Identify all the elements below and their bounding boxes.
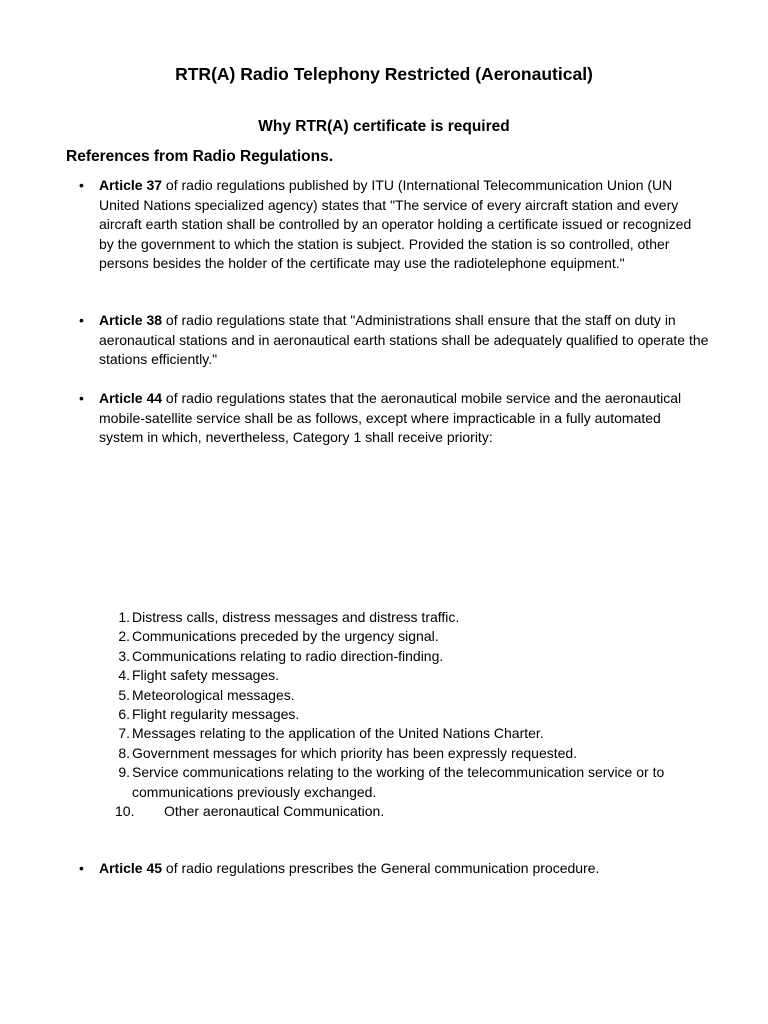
list-number: 9. — [118, 764, 130, 781]
list-item — [118, 608, 712, 627]
document-title: RTR(A) Radio Telephony Restricted (Aeronautical) — [175, 64, 593, 84]
list-number: 6. — [118, 706, 130, 723]
list-item — [118, 647, 712, 666]
priority-list — [115, 608, 712, 821]
article-45-item — [79, 859, 709, 879]
list-text: Communications relating to radio direction-finding. — [132, 647, 444, 664]
list-number: 4. — [118, 667, 130, 684]
list-item — [118, 763, 712, 802]
list-item — [115, 802, 712, 821]
article-label: Article 38 — [99, 312, 163, 328]
list-text: Flight safety messages. — [132, 667, 280, 684]
article-label: Article 37 — [99, 177, 163, 193]
list-text: Meteorological messages. — [132, 686, 295, 703]
article-38-item — [79, 311, 709, 370]
list-number: 1. — [118, 609, 130, 625]
article-44-item — [79, 389, 709, 448]
list-item — [118, 724, 712, 743]
list-number: 8. — [118, 744, 130, 761]
article-text: of radio regulations state that "Administrations shall ensure that the staff on duty in aeronautical stations and in aeronautical earth stations shall be adequately qualified to operate the stations efficiently." — [99, 312, 709, 367]
list-number: 2. — [118, 628, 130, 645]
list-item — [118, 666, 712, 685]
list-text: Flight regularity messages. — [132, 706, 300, 723]
list-number: 10. — [115, 803, 135, 820]
article-text: of radio regulations published by ITU (International Telecommunication Union (UN United Nations specialized agency) states that "The service of every aircraft station and every aircraft earth station shall be controlled by an operator holding a certificate issued or recognized by the government to which the station is subject. Provided the station is so controlled, other persons besides the holder of the certificate may use the radiotelephone equipment." — [99, 177, 692, 271]
list-text: Distress calls, distress messages and distress traffic. — [132, 609, 460, 625]
list-text: Communications preceded by the urgency signal. — [132, 628, 439, 645]
list-text: Messages relating to the application of the United Nations Charter. — [132, 725, 544, 742]
list-number: 7. — [118, 725, 130, 742]
list-item — [118, 627, 712, 646]
bullet-icon: • — [79, 177, 84, 193]
bullet-icon: • — [79, 390, 84, 406]
bullet-icon: • — [79, 312, 84, 328]
list-item — [118, 744, 712, 763]
article-text: of radio regulations states that the aeronautical mobile service and the aeronautical mobile-satellite service shall be as follows, except where impracticable in a fully automated system in which, nevertheless, Category 1 shall receive priority: — [99, 390, 682, 445]
list-text: Service communications relating to the working of the telecommunication service or to communications previously exchanged. — [132, 764, 665, 800]
bullet-icon: • — [79, 860, 84, 876]
section-heading: References from Radio Regulations. — [66, 148, 334, 165]
document-subtitle: Why RTR(A) certificate is required — [258, 118, 510, 135]
article-37-item — [79, 176, 709, 274]
article-text: of radio regulations prescribes the General communication procedure. — [162, 860, 600, 876]
list-item — [118, 705, 712, 724]
list-number: 3. — [118, 647, 130, 664]
article-label: Article 45 — [99, 860, 163, 876]
list-text: Government messages for which priority has been expressly requested. — [132, 744, 578, 761]
list-number: 5. — [118, 686, 130, 703]
list-item — [118, 686, 712, 705]
article-label: Article 44 — [99, 390, 163, 406]
list-text: Other aeronautical Communication. — [164, 803, 385, 820]
